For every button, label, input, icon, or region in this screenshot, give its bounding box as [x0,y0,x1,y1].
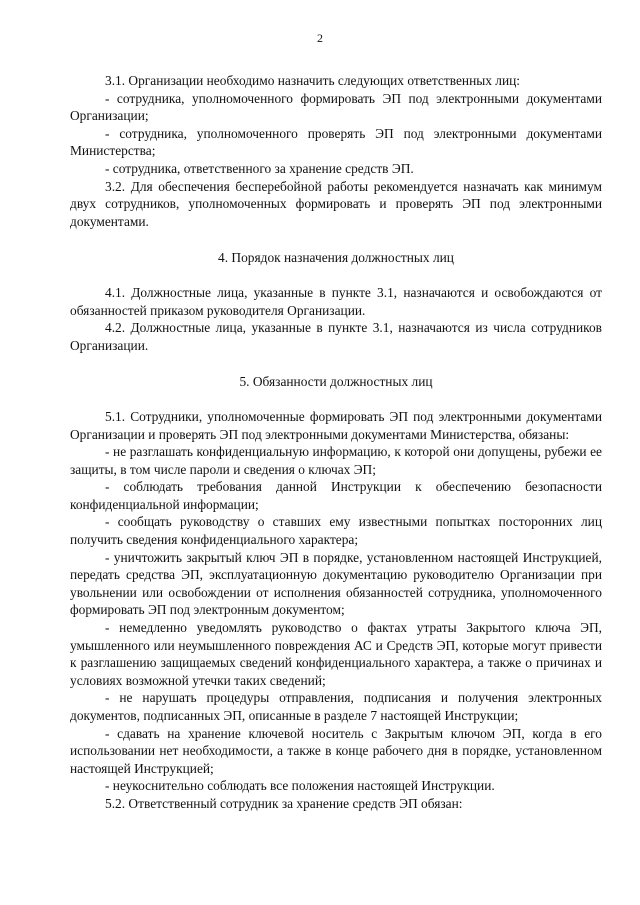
paragraph: 4.2. Должностные лица, указанные в пункте 3.1, назначаются из числа сотрудников Организации. [70,320,602,353]
list-item: - неукоснительно соблюдать все положения настоящей Инструкции. [105,778,495,794]
paragraph: 5.1. Сотрудники, уполномоченные формировать ЭП под электронными документами Организации и проверять ЭП под электронными документами Министерства, обязаны: [70,408,602,442]
page-number: 2 [317,31,323,45]
paragraph: 4.1. Должностные лица, указанные в пункте 3.1, назначаются и освобождаются от обязанностей приказом руководителя Организации. [70,284,602,318]
section-heading: 5. Обязанности должностных лиц [239,374,433,390]
paragraph: 3.2. Для обеспечения бесперебойной работы рекомендуется назначать как минимум двух сотрудников, уполномоченных формировать и проверять ЭП под электронными документами. [70,178,602,229]
list-item: - уничтожить закрытый ключ ЭП в порядке, установленном настоящей Инструкцией, передать средства ЭП, эксплуатационную документацию руководителю Организации при увольнении или освобождении от исполнения обязанностей сотрудника, уполномоченного формировать ЭП под электронным документом; [70,549,602,618]
list-item: - не разглашать конфиденциальную информацию, к которой они допущены, рубежи ее защиты, в том числе пароли и сведения о ключах ЭП; [70,444,602,477]
list-item: - сдавать на хранение ключевой носитель с Закрытым ключом ЭП, когда в его использовании нет необходимости, а также в конце рабочего дня в порядке, установленном настоящей Инструкцией; [70,725,602,776]
list-item: - немедленно уведомлять руководство о фактах утраты Закрытого ключа ЭП, умышленного или неумышленного повреждения АС и Средств ЭП, которые могут привести к разглашению защищаемых сведений конфиденциального характера, а также о причинах и условиях возможной утечки таких сведений; [70,620,602,688]
document-body [70,72,602,813]
paragraph: 3.1. Организации необходимо назначить следующих ответственных лиц: [105,73,521,88]
list-item: - соблюдать требования данной Инструкции к обеспечению безопасности конфиденциальной информации; [70,479,602,512]
paragraph: 5.2. Ответственный сотрудник за хранение средств ЭП обязан: [105,795,463,811]
list-item: - сотрудника, уполномоченного проверять ЭП под электронными документами Министерства; [70,125,602,159]
list-item: - сообщать руководству о ставших ему известными попытках посторонних лиц получить сведения конфиденциального характера; [70,514,602,548]
list-item: - сотрудника, уполномоченного формировать ЭП под электронными документами Организации; [70,90,602,124]
list-item: - сотрудника, ответственного за хранение средств ЭП. [105,160,414,176]
section-heading: 4. Порядок назначения должностных лиц [218,250,454,266]
list-item: - не нарушать процедуры отправления, подписания и получения электронных документов, подписанных ЭП, описанные в разделе 7 настоящей Инструкции; [70,690,602,723]
